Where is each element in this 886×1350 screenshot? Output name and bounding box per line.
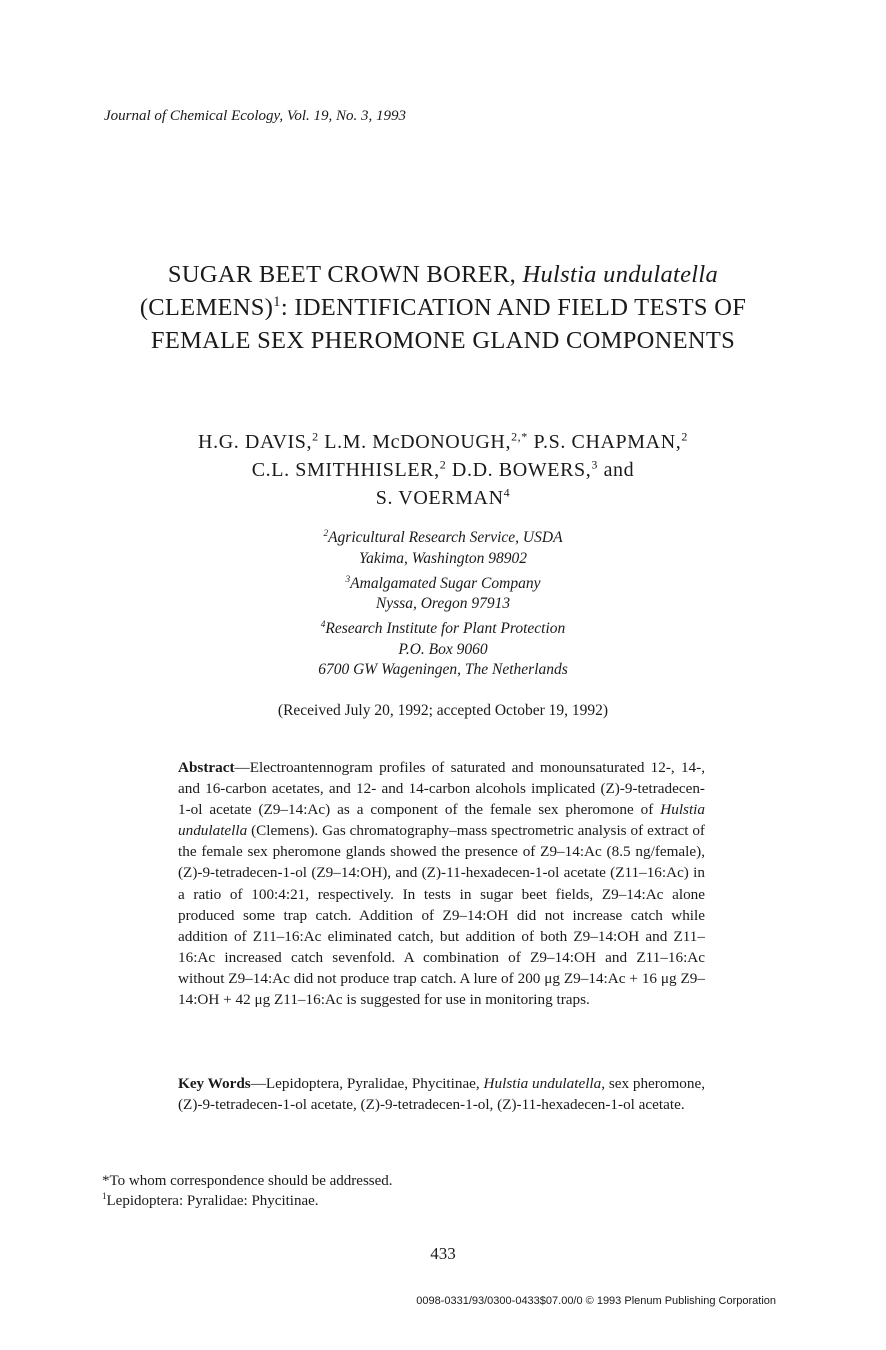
affiliation: $^3$Amalgamated Sugar Company Nyssa, Oregon 97913 [345, 574, 541, 612]
author: L.M. McDONOUGH, [324, 431, 512, 453]
paper-title [60, 258, 826, 357]
copyright-line: 0098-0331/93/0300-0433$07.00/0 © 1993 Plenum Publishing Corporation [416, 1295, 776, 1307]
affiliation: $^4$Research Institute for Plant Protection P.O. Box 9060 6700 GW Wageningen, The Netherlands [318, 619, 568, 678]
author: C.L. SMITHHISLER, [251, 459, 440, 481]
author: S. VOERMAN [375, 487, 504, 509]
journal-citation: Journal of Chemical Ecology, Vol. 19, No. 3, 1993 [104, 108, 407, 124]
affiliations [60, 528, 826, 685]
key-words-species: Hulstia undulatella [483, 1075, 602, 1092]
page-number: 433 [430, 1244, 456, 1263]
title-line-2: (CLEMENS)$^1$: IDENTIFICATION AND FIELD TESTS OF [139, 293, 747, 321]
author-line-3: S. VOERMAN$^4$ [375, 485, 511, 509]
author-line-1: H.G. DAVIS,$^2$ L.M. McDONOUGH,$^{2,*}$ P.S. CHAPMAN,$^2$ [198, 429, 688, 453]
author-conjunction: and [603, 459, 635, 481]
affiliation: $^2$Agricultural Research Service, USDA Yakima, Washington 98902 [323, 528, 563, 567]
title-line-1: SUGAR BEET CROWN BORER, Hulstia undulatella [167, 261, 719, 288]
title-line-3: FEMALE SEX PHEROMONE GLAND COMPONENTS [150, 327, 736, 354]
key-words: Key Words—Lepidoptera, Pyralidae, Phycitinae, Hulstia undulatella, sex pheromone, (Z)-9-tetradecen-1-ol acetate, (Z)-9-tetradecen-1-ol, (Z)-11-hexadecen-1-ol acetate. [178, 1075, 705, 1114]
key-words-label: Key Words [178, 1075, 251, 1092]
footnotes [102, 1171, 393, 1211]
abstract-species: Hulstia undulatella [178, 801, 705, 840]
abstract: Abstract—Electroantennogram profiles of saturated and monounsaturated 12-, 14-, and 16-carbon acetates, and 12- and 14-carbon alcohols implicated (Z)-9-tetradecen-1-ol acetate (Z9–14:Ac) as a component of the female sex pheromone of Hulstia undulatella (Clemens). Gas chromatography–mass spectrometric analysis of extract of the female sex pheromone glands showed the presence of Z9–14:Ac (8.5 ng/female), (Z)-9-tetradecen-1-ol (Z9–14:OH), and (Z)-11-hexadecen-1-ol acetate (Z11–16:Ac) in a ratio of 100:4:21, respectively. In tests in sugar beet fields, Z9–14:Ac alone produced some trap catch. Addition of Z9–14:OH did not increase catch while addition of Z11–16:Ac eliminated catch, but addition of both Z9–14:OH and Z11–16:Ac increased catch sevenfold. A combination of Z9–14:OH and Z11–16:Ac without Z9–14:Ac did not produce trap catch. A lure of 200 μg Z9–14:Ac + 16 μg Z9–14:OH + 42 μg Z11–16:Ac is suggested for use in monitoring traps. [178, 759, 705, 1009]
abstract-label: Abstract [178, 759, 235, 776]
author: H.G. DAVIS, [198, 431, 313, 453]
author-line-2: C.L. SMITHHISLER,$^2$ D.D. BOWERS,$^3$ and [251, 457, 635, 481]
title-species: Hulstia undulatella [522, 261, 719, 288]
author-list [60, 428, 826, 512]
received-dates: (Received July 20, 1992; accepted October 19, 1992) [277, 702, 609, 719]
author: D.D. BOWERS, [451, 459, 592, 481]
author: P.S. CHAPMAN, [533, 431, 682, 453]
footnote: *To whom correspondence should be addressed. [102, 1173, 393, 1189]
footnote: $^1$Lepidoptera: Pyralidae: Phycitinae. [102, 1191, 319, 1209]
